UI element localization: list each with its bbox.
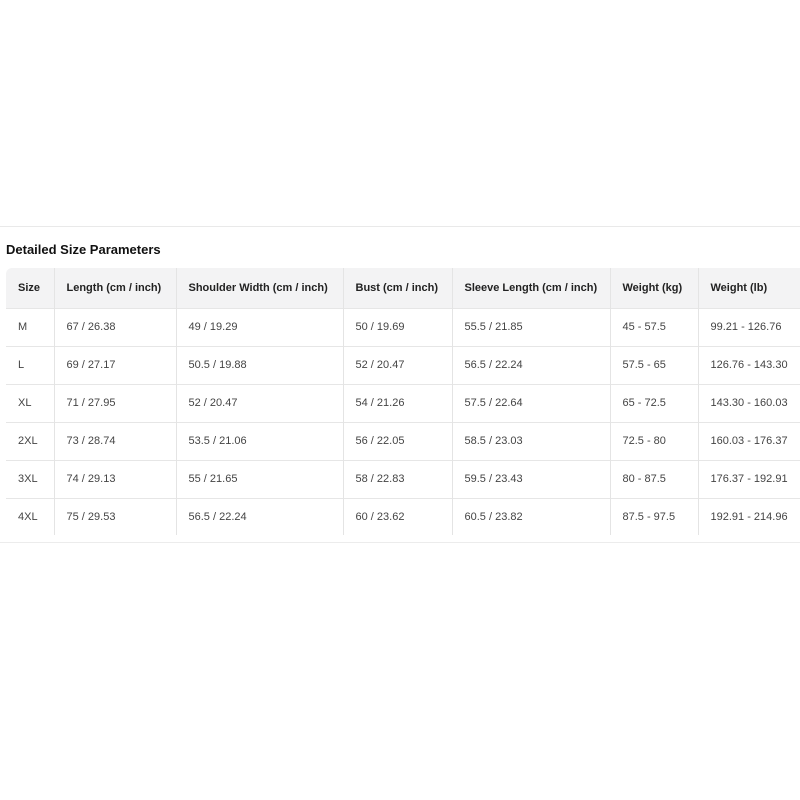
cell-size: L: [6, 346, 54, 384]
cell-sleeve-length: 55.5 / 21.85: [452, 308, 610, 346]
cell-size: 4XL: [6, 498, 54, 535]
cell-weight-kg: 57.5 - 65: [610, 346, 698, 384]
cell-shoulder-width: 49 / 19.29: [176, 308, 343, 346]
cell-size: M: [6, 308, 54, 346]
cell-bust: 58 / 22.83: [343, 460, 452, 498]
cell-sleeve-length: 59.5 / 23.43: [452, 460, 610, 498]
cell-bust: 60 / 23.62: [343, 498, 452, 535]
header-length: Length (cm / inch): [54, 268, 176, 308]
cell-weight-lb: 160.03 - 176.37: [698, 422, 800, 460]
size-table: [6, 268, 800, 535]
cell-weight-lb: 192.91 - 214.96: [698, 498, 800, 535]
cell-weight-lb: 176.37 - 192.91: [698, 460, 800, 498]
header-shoulder-width: Shoulder Width (cm / inch): [176, 268, 343, 308]
cell-sleeve-length: 56.5 / 22.24: [452, 346, 610, 384]
table-row: [6, 346, 800, 384]
cell-weight-kg: 65 - 72.5: [610, 384, 698, 422]
cell-length: 74 / 29.13: [54, 460, 176, 498]
table-row: [6, 422, 800, 460]
cell-weight-kg: 72.5 - 80: [610, 422, 698, 460]
cell-bust: 54 / 21.26: [343, 384, 452, 422]
header-size: Size: [6, 268, 54, 308]
cell-size: 2XL: [6, 422, 54, 460]
cell-sleeve-length: 58.5 / 23.03: [452, 422, 610, 460]
cell-bust: 56 / 22.05: [343, 422, 452, 460]
table-row: [6, 308, 800, 346]
table-row: [6, 460, 800, 498]
cell-length: 67 / 26.38: [54, 308, 176, 346]
table-row: [6, 498, 800, 535]
bottom-divider: [0, 542, 800, 543]
cell-weight-lb: 126.76 - 143.30: [698, 346, 800, 384]
cell-bust: 50 / 19.69: [343, 308, 452, 346]
section-title: Detailed Size Parameters: [6, 242, 161, 257]
top-divider: [0, 226, 800, 227]
cell-weight-lb: 143.30 - 160.03: [698, 384, 800, 422]
cell-weight-kg: 45 - 57.5: [610, 308, 698, 346]
size-table-container: [6, 268, 800, 535]
cell-shoulder-width: 50.5 / 19.88: [176, 346, 343, 384]
cell-length: 69 / 27.17: [54, 346, 176, 384]
cell-sleeve-length: 57.5 / 22.64: [452, 384, 610, 422]
table-row: [6, 384, 800, 422]
cell-shoulder-width: 53.5 / 21.06: [176, 422, 343, 460]
cell-weight-kg: 87.5 - 97.5: [610, 498, 698, 535]
header-sleeve-length: Sleeve Length (cm / inch): [452, 268, 610, 308]
cell-shoulder-width: 55 / 21.65: [176, 460, 343, 498]
cell-length: 75 / 29.53: [54, 498, 176, 535]
cell-shoulder-width: 56.5 / 22.24: [176, 498, 343, 535]
cell-length: 73 / 28.74: [54, 422, 176, 460]
cell-bust: 52 / 20.47: [343, 346, 452, 384]
table-header-row: [6, 268, 800, 308]
cell-sleeve-length: 60.5 / 23.82: [452, 498, 610, 535]
cell-weight-kg: 80 - 87.5: [610, 460, 698, 498]
cell-size: 3XL: [6, 460, 54, 498]
cell-shoulder-width: 52 / 20.47: [176, 384, 343, 422]
header-bust: Bust (cm / inch): [343, 268, 452, 308]
cell-weight-lb: 99.21 - 126.76: [698, 308, 800, 346]
header-weight-lb: Weight (lb): [710, 281, 768, 294]
cell-length: 71 / 27.95: [54, 384, 176, 422]
header-weight-kg: Weight (kg): [610, 268, 698, 308]
cell-size: XL: [6, 384, 54, 422]
